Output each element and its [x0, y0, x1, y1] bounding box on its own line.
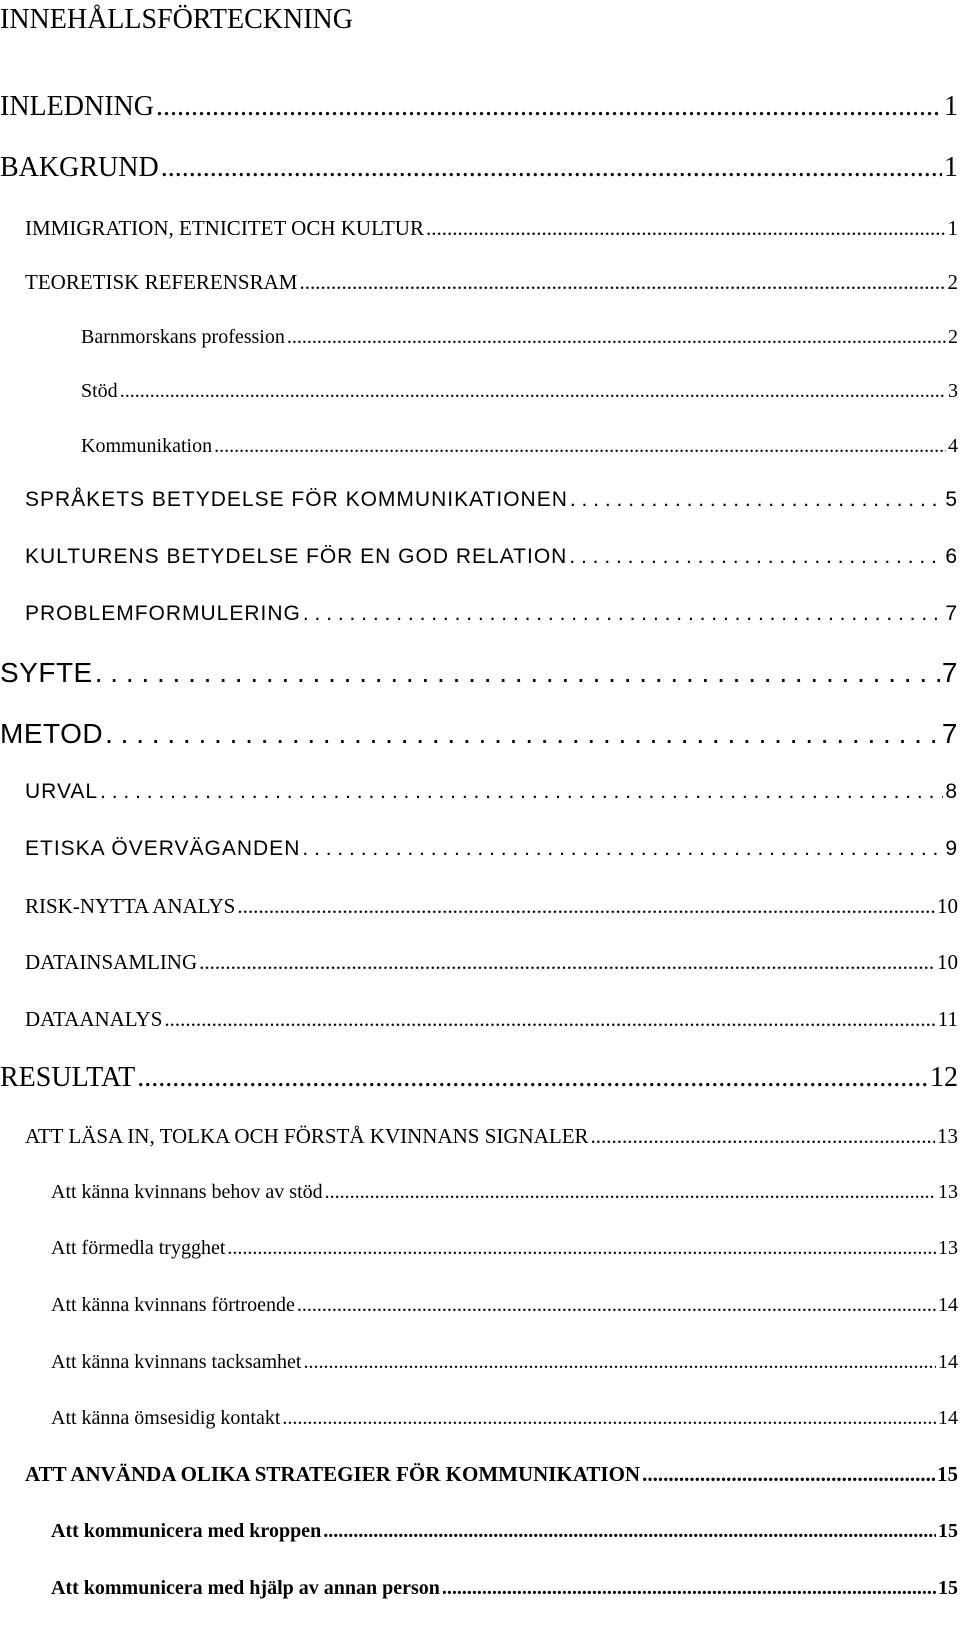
dot-leader — [161, 151, 942, 185]
dot-leader — [237, 892, 935, 920]
toc-entry-kulturens-betydelse[interactable] — [25, 543, 958, 571]
toc-entry-page: 13 — [937, 1124, 958, 1148]
toc-entry-problemformulering[interactable] — [25, 600, 958, 628]
toc-entry-page: 1 — [947, 216, 958, 240]
toc-entry-page: 14 — [938, 1294, 958, 1316]
toc-entry-immigration[interactable] — [25, 214, 958, 242]
toc-entry-barnmorskans-profession[interactable] — [81, 323, 958, 351]
dot-leader — [227, 1234, 936, 1262]
toc-entry-inledning[interactable] — [0, 90, 958, 124]
toc-entry-page: 7 — [941, 718, 958, 749]
dot-leader — [105, 717, 940, 751]
toc-entry-label: TEORETISK REFERENSRAM — [25, 270, 298, 294]
dot-leader — [214, 432, 946, 460]
dot-leader — [95, 656, 940, 690]
toc-entry-label: Kommunikation — [81, 435, 213, 457]
toc-entry-page: 1 — [944, 152, 958, 183]
toc-entry-label: Att kommunicera med hjälp av annan person — [51, 1577, 440, 1599]
toc-entry-stod[interactable] — [81, 377, 958, 405]
toc-entry-label: Att förmedla trygghet — [51, 1237, 226, 1259]
toc-entry-sprakets-betydelse[interactable] — [25, 486, 958, 514]
dot-leader — [569, 543, 943, 571]
toc-entry-metod[interactable] — [0, 717, 958, 751]
toc-entry-label: IMMIGRATION, ETNICITET OCH KULTUR — [25, 216, 424, 240]
toc-entry-omsesidig-kontakt[interactable] — [51, 1404, 958, 1432]
toc-entry-kvinnans-behov-av-stod[interactable] — [51, 1178, 958, 1206]
toc-entry-kommunikation[interactable] — [81, 432, 958, 460]
dot-leader — [442, 1574, 936, 1602]
toc-entry-page: 10 — [937, 950, 958, 974]
toc-entry-kommunicera-med-kroppen[interactable] — [51, 1517, 958, 1545]
dot-leader — [137, 1061, 928, 1095]
toc-entry-page: 8 — [945, 780, 958, 803]
toc-entry-label: Barnmorskans profession — [81, 326, 285, 348]
toc-entry-page: 15 — [938, 1520, 958, 1542]
toc-entry-label: RESULTAT — [0, 1062, 136, 1093]
dot-leader — [156, 90, 942, 124]
toc-entry-page: 5 — [945, 488, 958, 511]
dot-leader — [299, 268, 945, 296]
toc-entry-label: Att känna kvinnans behov av stöd — [51, 1181, 323, 1203]
dot-leader — [323, 1517, 936, 1545]
toc-entry-label: ETISKA ÖVERVÄGANDEN — [25, 837, 301, 860]
toc-entry-page: 2 — [947, 270, 958, 294]
toc-entry-page: 15 — [938, 1577, 958, 1599]
dot-leader — [591, 1122, 935, 1150]
toc-entry-bakgrund[interactable] — [0, 151, 958, 185]
toc-entry-label: Stöd — [81, 380, 118, 402]
toc-entry-page: 3 — [948, 380, 958, 402]
toc-entry-label: PROBLEMFORMULERING — [25, 602, 301, 625]
toc-entry-page: 2 — [948, 326, 958, 348]
toc-entry-page: 7 — [945, 602, 958, 625]
toc-entry-kvinnans-tacksamhet[interactable] — [51, 1348, 958, 1376]
toc-entry-page: 15 — [937, 1462, 958, 1486]
toc-entry-etiska-overvaganden[interactable] — [25, 835, 958, 863]
toc-entry-risk-nytta-analys[interactable] — [25, 892, 958, 920]
toc-entry-page: 12 — [930, 1062, 958, 1093]
toc-entry-label: DATAANALYS — [25, 1007, 163, 1031]
dot-leader — [164, 1005, 935, 1033]
toc-entry-urval[interactable] — [25, 778, 958, 806]
toc-entry-label: KULTURENS BETYDELSE FÖR EN GOD RELATION — [25, 545, 568, 568]
toc-entry-label: Att känna kvinnans förtroende — [51, 1294, 295, 1316]
toc-entry-page: 6 — [945, 545, 958, 568]
toc-entry-page: 11 — [937, 1007, 958, 1031]
toc-entry-page: 1 — [944, 91, 958, 122]
dot-leader — [304, 1348, 937, 1376]
toc-entry-label: INLEDNING — [0, 91, 154, 122]
toc-entry-label: ATT ANVÄNDA OLIKA STRATEGIER FÖR KOMMUNIKATION — [25, 1462, 641, 1486]
toc-entry-formedla-trygghet[interactable] — [51, 1234, 958, 1262]
toc-entry-annan-person[interactable] — [51, 1574, 958, 1602]
toc-entry-label: ATT LÄSA IN, TOLKA OCH FÖRSTÅ KVINNANS SIGNALER — [25, 1124, 589, 1148]
dot-leader — [287, 323, 946, 351]
toc-entry-label: BAKGRUND — [0, 152, 159, 183]
toc-entry-page: 10 — [937, 894, 958, 918]
toc-entry-syfte[interactable] — [0, 656, 958, 690]
dot-leader — [100, 778, 943, 806]
dot-leader — [570, 486, 943, 514]
toc-entry-label: Att känna kvinnans tacksamhet — [51, 1351, 302, 1373]
toc-entry-page: 14 — [938, 1407, 958, 1429]
dot-leader — [303, 600, 943, 628]
toc-entry-label: RISK-NYTTA ANALYS — [25, 894, 236, 918]
dot-leader — [282, 1404, 936, 1432]
toc-entry-resultat[interactable] — [0, 1061, 958, 1095]
dot-leader — [426, 214, 946, 242]
toc-entry-page: 7 — [941, 657, 958, 688]
dot-leader — [302, 835, 943, 863]
toc-entry-kvinnans-fortroende[interactable] — [51, 1291, 958, 1319]
toc-entry-label: SPRÅKETS BETYDELSE FÖR KOMMUNIKATIONEN — [25, 488, 568, 511]
toc-entry-page: 4 — [948, 435, 958, 457]
dot-leader — [120, 377, 946, 405]
toc-entry-datainsamling[interactable] — [25, 948, 958, 976]
toc-entry-label: DATAINSAMLING — [25, 950, 198, 974]
toc-entry-page: 13 — [938, 1181, 958, 1203]
toc-entry-dataanalys[interactable] — [25, 1005, 958, 1033]
dot-leader — [297, 1291, 936, 1319]
dot-leader — [325, 1178, 936, 1206]
toc-entry-label: URVAL — [25, 780, 99, 803]
dot-leader — [642, 1460, 935, 1488]
toc-entry-label: METOD — [0, 718, 104, 749]
toc-entry-label: Att känna ömsesidig kontakt — [51, 1407, 281, 1429]
toc-entry-olika-strategier[interactable] — [25, 1460, 958, 1488]
toc-entry-label: Att kommunicera med kroppen — [51, 1520, 322, 1542]
dot-leader — [199, 948, 935, 976]
toc-entry-page: 9 — [945, 837, 958, 860]
toc-title: INNEHÅLLSFÖRTECKNING — [0, 4, 353, 35]
toc-entry-page: 13 — [938, 1237, 958, 1259]
toc-entry-att-lasa-in[interactable] — [25, 1122, 958, 1150]
toc-entry-page: 14 — [938, 1351, 958, 1373]
toc-entry-teoretisk-referensram[interactable] — [25, 268, 958, 296]
toc-entry-label: SYFTE — [0, 657, 93, 688]
